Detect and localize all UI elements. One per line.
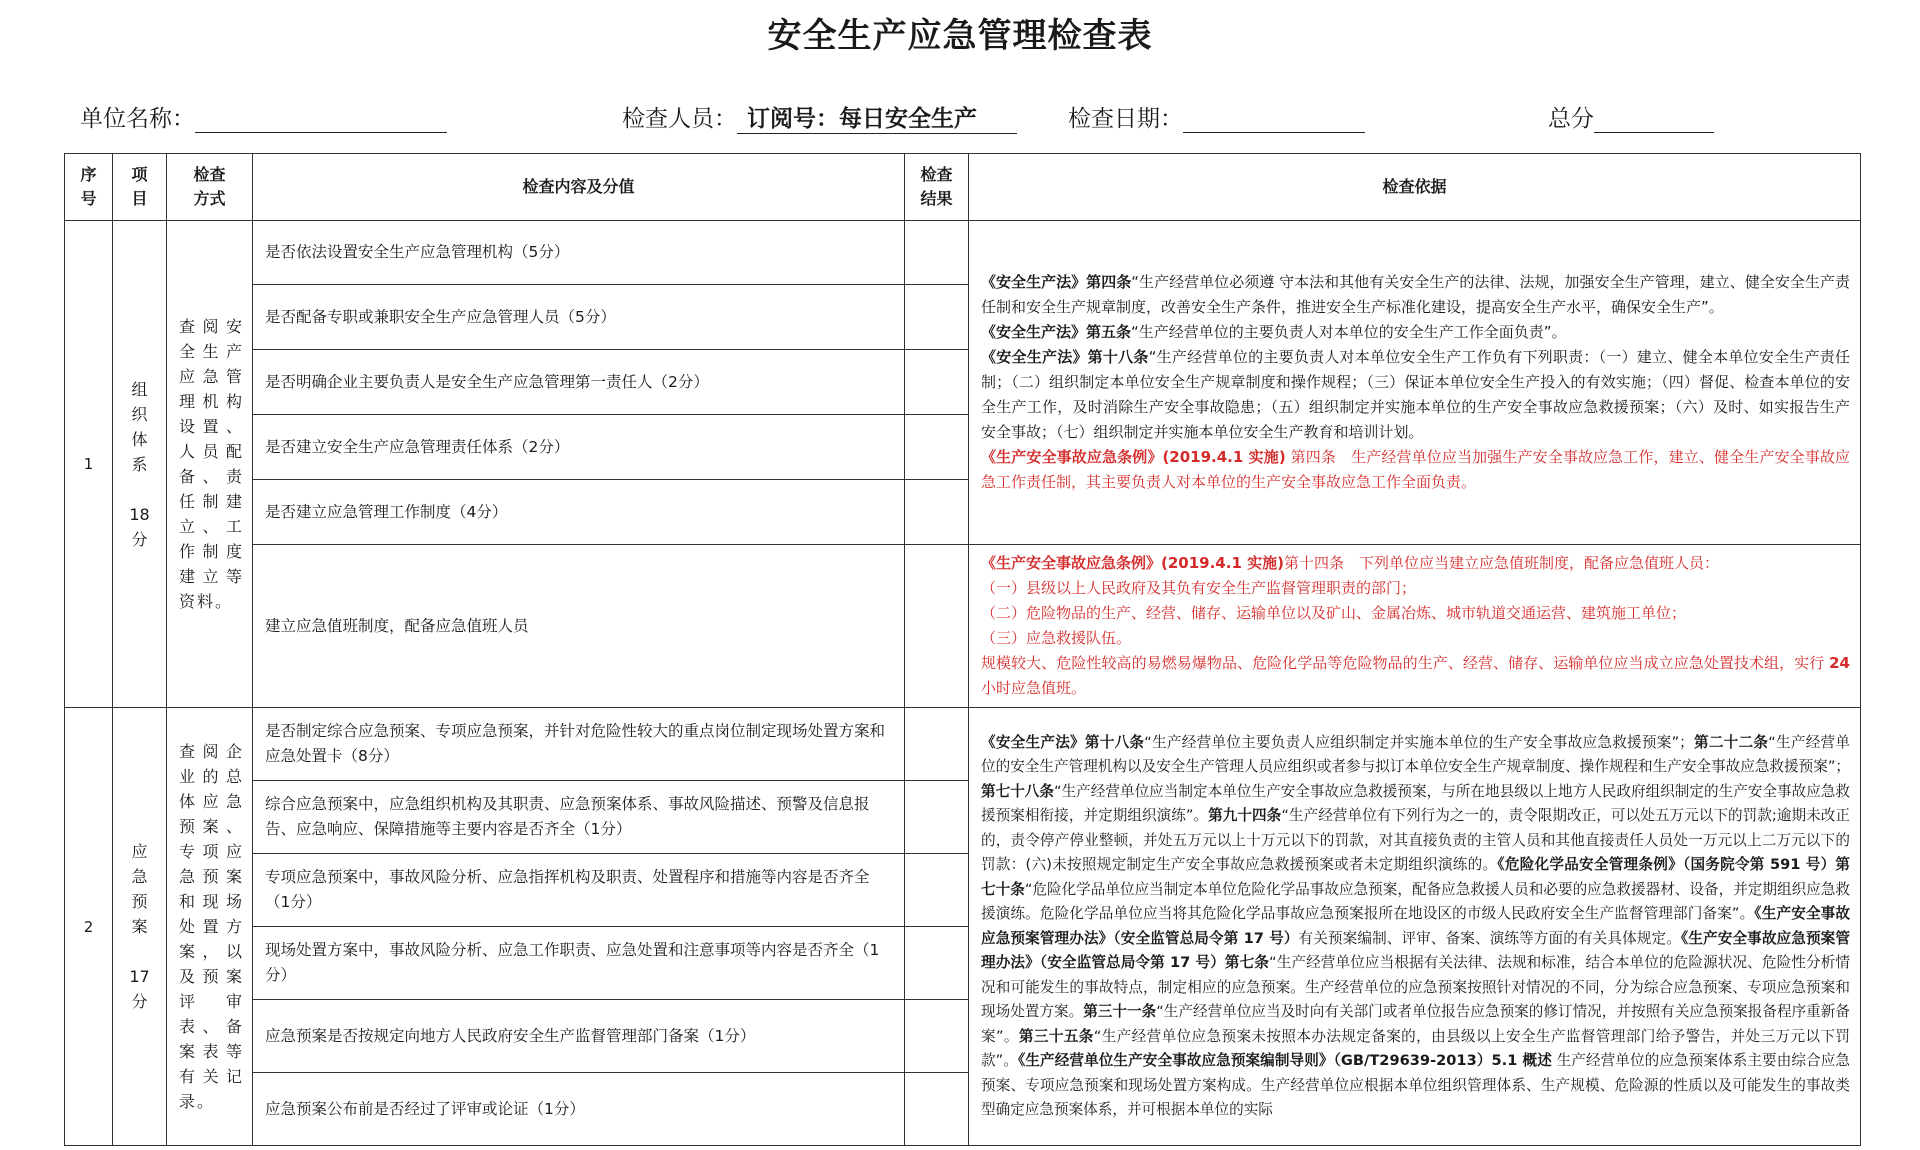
basis-line: （二）危险物品的生产、经营、储存、运输单位以及矿山、金属冶炼、城市轨道交通运营、建筑施工单位； [981, 604, 1687, 622]
basis-line: （三）应急救援队伍。 [981, 629, 1132, 647]
content-cell: 专项应急预案中，事故风险分析、应急指挥机构及职责、处置程序和措施等内容是否齐全（1分） [253, 854, 905, 927]
basis-para: 《生产安全事故应急条例》(2019.4.1 实施) 第四条 生产经营单位应当加强生产安全事故应急工作，建立、健全生产安全事故应急工作责任制，其主要负责人对本单位的生产安全事故应急工作全面负责。 [981, 448, 1850, 491]
inspector-label: 检查人员： [622, 106, 737, 132]
result-cell[interactable] [905, 480, 969, 545]
content-cell: 综合应急预案中，应急组织机构及其职责、应急预案体系、事故风险描述、预警及信息报告、应急响应、保障措施等主要内容是否齐全（1分） [253, 781, 905, 854]
page-title: 安全生产应急管理检查表 [767, 16, 1153, 56]
content-cell: 是否建立安全生产应急管理责任体系（2分） [253, 415, 905, 480]
item-cell: 组 织 体 系 18 分 [113, 221, 167, 708]
col-seq: 序 号 [65, 154, 113, 221]
unit-name-label: 单位名称： [80, 106, 195, 132]
table-row [65, 545, 1861, 708]
result-cell[interactable] [905, 927, 969, 1000]
item-cell: 应 急 预 案 17 分 [113, 708, 167, 1146]
unit-name-field [80, 100, 447, 133]
result-cell[interactable] [905, 854, 969, 927]
col-content: 检查内容及分值 [253, 154, 905, 221]
result-cell[interactable] [905, 545, 969, 708]
content-cell: 是否制定综合应急预案、专项应急预案，并针对危险性较大的重点岗位制定现场处置方案和应急处置卡（8分） [253, 708, 905, 781]
content-cell: 是否明确企业主要负责人是安全生产应急管理第一责任人（2分） [253, 350, 905, 415]
content-cell: 是否配备专职或兼职安全生产应急管理人员（5分） [253, 285, 905, 350]
table-header-row [65, 154, 1861, 221]
method-cell: 查阅企业的总体应急预案、专项应急预案和现场处置方案，以及预案评审表、备案表等有关记录。 [167, 708, 253, 1146]
result-cell[interactable] [905, 285, 969, 350]
result-cell[interactable] [905, 350, 969, 415]
content-cell: 是否依法设置安全生产应急管理机构（5分） [253, 221, 905, 285]
col-result: 检查 结果 [905, 154, 969, 221]
col-item: 项 目 [113, 154, 167, 221]
result-cell[interactable] [905, 781, 969, 854]
date-blank[interactable] [1183, 106, 1365, 133]
table-row [65, 221, 1861, 285]
result-cell[interactable] [905, 708, 969, 781]
table-row [65, 708, 1861, 781]
seq-cell: 1 [65, 221, 113, 708]
total-blank[interactable] [1594, 106, 1714, 133]
basis-line: （一）县级以上人民政府及其负有安全生产监督管理职责的部门； [981, 579, 1417, 597]
content-cell: 现场处置方案中，事故风险分析、应急工作职责、应急处置和注意事项等内容是否齐全（1分） [253, 927, 905, 1000]
date-label: 检查日期： [1068, 106, 1183, 132]
method-cell: 查阅安全生产应急管理机构设置、人员配备、责任制建立、工作制度建立等资料。 [167, 221, 253, 708]
basis-para: 规模较大、危险性较高的易燃易爆物品、危险化学品等危险物品的生产、经营、储存、运输单位应当成立应急处置技术组，实行 24 小时应急值班。 [981, 654, 1850, 697]
total-field [1548, 100, 1714, 133]
basis-para: 《生产安全事故应急条例》(2019.4.1 实施)第十四条 下列单位应当建立应急值班制度，配备应急值班人员： [981, 554, 1719, 572]
inspector-field [622, 100, 1017, 134]
content-cell: 是否建立应急管理工作制度（4分） [253, 480, 905, 545]
result-cell[interactable] [905, 221, 969, 285]
col-method: 检查 方式 [167, 154, 253, 221]
result-cell[interactable] [905, 415, 969, 480]
col-basis: 检查依据 [969, 154, 1861, 221]
inspection-table [64, 153, 1861, 1146]
basis-cell: 《安全生产法》第十八条“生产经营单位主要负责人应组织制定并实施本单位的生产安全事故应急救援预案”；第二十二条“生产经营单位的安全生产管理机构以及安全生产管理人员应组织或者参与拟订本单位安全生产规章制度、操作规程和生产安全事故应急救援预案”；第七十八条“生产经营单位应当制定本单位生产安全事故应急救援预案，与所在地县级以上地方人民政府组织制定的生产安全事故应急救援预案相衔接，并定期组织演练”。第九十四条“生产经营单位有下列行为之一的，责令限期改正，可以处五万元以下的罚款;逾期未改正的，责令停产停业整顿，并处五万元以上十万元以下的罚款，对其直接负责的主管人员和其他直接责任人员处一万元以上二万元以下的罚款：(六)未按照规定制定生产安全事故应急救援预案或者未定期组织演练的。《危险化学品安全管理条例》（国务院令第 591 号）第七十条“危险化学品单位应当制定本单位危险化学品事故应急预案，配备应急救援人员和必要的应急救援器材、设备，并定期组织应急救援演练。危险化学品单位应当将其危险化学品事故应急预案报所在地设区的市级人民政府安全生产监督管理部门备案”。《生产安全事故应急预案管理办法》（安全监管总局令第 17 号）有关预案编制、评审、备案、演练等方面的有关具体规定。《生产安全事故应急预案管理办法》（安全监管总局令第 17 号）第七条“生产经营单位应当根据有关法律、法规和标准，结合本单位的危险源状况、危险性分析情况和可能发生的事故特点，制定相应的应急预案。生产经营单位的应急预案按照针对情况的不同，分为综合应急预案、专项应急预案和现场处置方案。第三十一条“生产经营单位应当及时向有关部门或者单位报告应急预案的修订情况，并按照有关应急预案报备程序重新备案”。第三十五条“生产经营单位应急预案未按照本办法规定备案的，由县级以上安全生产监督管理部门给予警告，并处三万元以下罚款”。《生产经营单位生产安全事故应急预案编制导则》（GB/T29639-2013）5.1 概述 生产经营单位的应急预案体系主要由综合应急预案、专项应急预案和现场处置方案构成。生产经营单位应根据本单位组织管理体系、生产规模、危险源的性质以及可能发生的事故类型确定应急预案体系，并可根据本单位的实际 [969, 708, 1861, 1146]
content-cell: 建立应急值班制度，配备应急值班人员 [253, 545, 905, 708]
result-cell[interactable] [905, 1000, 969, 1073]
basis-para: 《安全生产法》第五条“生产经营单位的主要负责人对本单位的安全生产工作全面负责”。 [981, 323, 1567, 341]
basis-para: 《安全生产法》第四条“生产经营单位必须遵 守本法和其他有关安全生产的法律、法规，加强安全生产管理，建立、健全安全生产责任制和安全生产规章制度，改善安全生产条件，推进安全生产标准化建设，提高安全生产水平，确保安全生产”。 [981, 273, 1850, 316]
total-label: 总分 [1548, 106, 1594, 132]
basis-cell [969, 545, 1861, 708]
basis-cell [969, 221, 1861, 545]
basis-para: 《安全生产法》第十八条“生产经营单位的主要负责人对本单位安全生产工作负有下列职责：（一）建立、健全本单位安全生产责任制；（二）组织制定本单位安全生产规章制度和操作规程；（三）保证本单位安全生产投入的有效实施；（四）督促、检查本单位的安全生产工作，及时消除生产安全事故隐患；（五）组织制定并实施本单位的生产安全事故应急救援预案；（六）及时、如实报告生产安全事故；（七）组织制定并实施本单位安全生产教育和培训计划。 [981, 348, 1850, 441]
content-cell: 应急预案公布前是否经过了评审或论证（1分） [253, 1073, 905, 1146]
date-field [1068, 100, 1365, 133]
inspector-value[interactable]: 订阅号：每日安全生产 [737, 100, 1017, 134]
unit-name-blank[interactable] [195, 106, 447, 133]
seq-cell: 2 [65, 708, 113, 1146]
result-cell[interactable] [905, 1073, 969, 1146]
content-cell: 应急预案是否按规定向地方人民政府安全生产监督管理部门备案（1分） [253, 1000, 905, 1073]
